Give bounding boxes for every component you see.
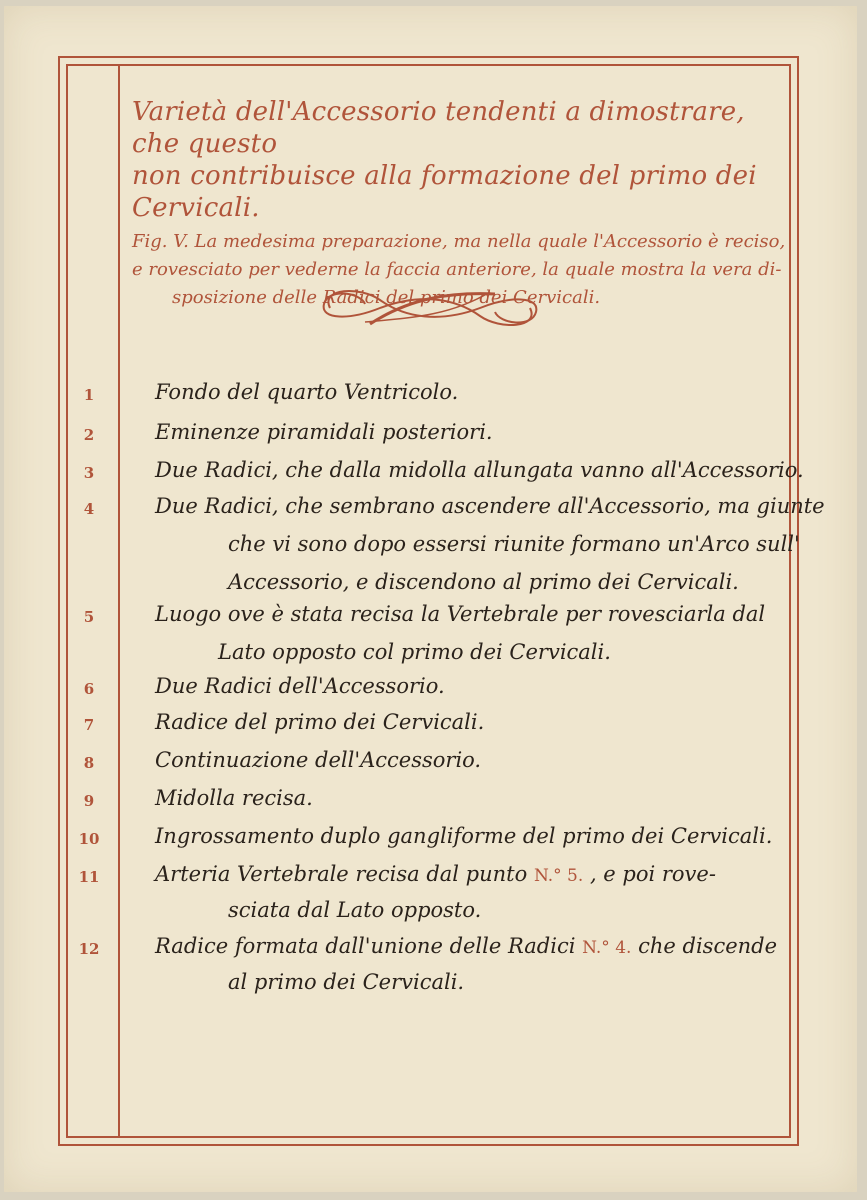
item-text [155, 934, 777, 960]
item-number: 10 [78, 830, 100, 848]
margin-rule [118, 64, 120, 1138]
item-text: Midolla recisa. [155, 786, 313, 810]
item-text: Eminenze piramidali posteriori. [155, 420, 493, 444]
item-text: Accessorio, e discendono al primo dei Cervicali. [228, 570, 739, 594]
figure-caption-text-1: La medesima preparazione, ma nella quale l'Accessorio è reciso, [194, 231, 786, 252]
item-text: Due Radici, che dalla midolla allungata vanno all'Accessorio. [155, 458, 804, 482]
item-text: Ingrossamento duplo gangliforme del primo dei Cervicali. [155, 824, 773, 848]
item-number: 12 [78, 940, 100, 958]
item-text-before: Radice formata dall'unione delle Radici [155, 934, 583, 958]
item-text: al primo dei Cervicali. [228, 970, 465, 994]
item-number: 6 [83, 680, 95, 698]
item-text: Due Radici, che sembrano ascendere all'Accessorio, ma giunte [155, 494, 825, 518]
item-text: sciata dal Lato opposto. [228, 898, 482, 922]
title-line-2: non contribuisce alla formazione del primo dei Cervicali. [132, 161, 757, 223]
figure-caption-line-2: e rovesciato per vederne la faccia anteriore, la quale mostra la vera di- [132, 259, 782, 280]
item-text: Lato opposto col primo dei Cervicali. [218, 640, 611, 664]
item-text: Luogo ove è stata recisa la Vertebrale per rovesciarla dal [155, 602, 766, 626]
item-text-after: che discende [631, 934, 778, 958]
item-text [155, 862, 716, 888]
item-number: 5 [83, 608, 95, 626]
item-text-after: , e poi rove- [583, 862, 716, 886]
item-number: 9 [83, 792, 95, 810]
item-text: Due Radici dell'Accessorio. [155, 674, 445, 698]
item-number: 8 [83, 754, 95, 772]
calligraphic-flourish-icon [310, 278, 550, 338]
item-number: 3 [83, 464, 95, 482]
item-number: 2 [83, 426, 95, 444]
item-text-before: Arteria Vertebrale recisa dal punto [155, 862, 534, 886]
item-text: Continuazione dell'Accessorio. [155, 748, 482, 772]
item-number: 7 [83, 716, 95, 734]
figure-label: Fig. V. [132, 231, 189, 252]
figure-caption-line-1 [132, 228, 792, 256]
item-reference: N.° 5. [533, 866, 584, 886]
item-text: Fondo del quarto Ventricolo. [155, 380, 459, 404]
item-reference: N.° 4. [582, 938, 632, 958]
item-number: 1 [83, 386, 95, 404]
item-text: che vi sono dopo essersi riunite formano un'Arco sull' [228, 532, 800, 556]
item-number: 11 [78, 868, 100, 886]
figure-caption-line-3: sposizione delle Radici del primo dei Cervicali. [172, 287, 601, 308]
item-text: Radice del primo dei Cervicali. [155, 710, 485, 734]
title-line-1: Varietà dell'Accessorio tendenti a dimostrare, che questo [132, 97, 745, 159]
item-number: 4 [83, 500, 95, 518]
